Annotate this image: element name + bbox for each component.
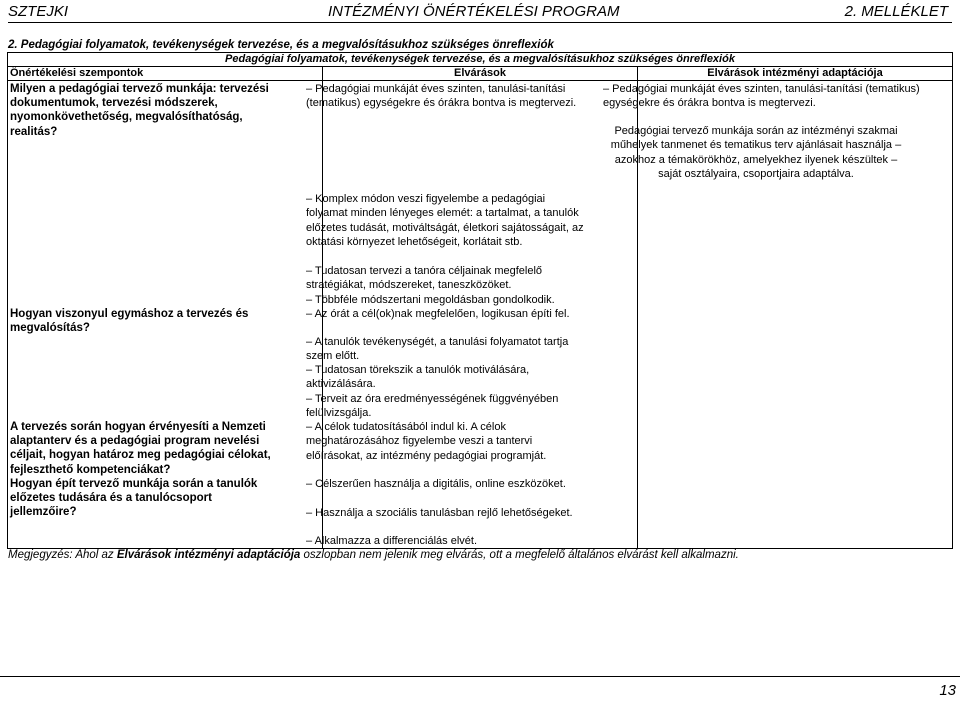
expectation-item: – Tudatosan tervezi a tanóra céljainak megfelelő stratégiákat, módszereket, taneszközöket.	[306, 265, 543, 292]
question-planning-vs-realization: Hogyan viszonyul egymáshoz a tervezés és megvalósítás?	[10, 308, 249, 335]
table-title: Pedagógiai folyamatok, tevékenységek tervezése, és a megvalósításukhoz szükséges önreflexiók	[8, 53, 953, 67]
expectation-item: – A célok tudatosításából indul ki. A célok meghatározásához figyelembe veszi a tantervi előírásokat, az intézmény pedagógiai programját.	[306, 421, 547, 462]
header-center: INTÉZMÉNYI ÖNÉRTÉKELÉSI PROGRAM	[328, 3, 620, 20]
header-expectations: Elvárások	[323, 67, 638, 81]
question-planning-work: Milyen a pedagógiai tervező munkája: tervezési dokumentumok, tervezési módszerek, nyomonkövethetőség, megvalósíthatóság, realitás?	[10, 83, 269, 138]
section-title: 2. Pedagógiai folyamatok, tevékenységek tervezése, és a megvalósításukhoz szükséges önreflexiók	[8, 39, 554, 51]
page-header	[8, 2, 952, 23]
expectation-item: – Pedagógiai munkáját éves szinten, tanulási-tanítási (tematikus) egységekre és órákra bontva is megtervezi.	[306, 83, 577, 110]
expectation-item: – Többféle módszertani megoldásban gondolkodik.	[306, 294, 555, 306]
expectation-item: – Tudatosan törekszik a tanulók motiválására, aktivizálására.	[306, 364, 530, 391]
expectation-item: – Az órát a cél(ok)nak megfelelően, logikusan építi fel.	[306, 308, 570, 320]
header-criteria: Önértékelési szempontok	[8, 67, 323, 81]
page-number: 13	[939, 682, 956, 699]
question-prior-knowledge: Hogyan épít tervező munkája során a tanulók előzetes tudására és a tanulócsoport jellemzőire?	[10, 478, 258, 519]
expectation-item: – Használja a szociális tanulásban rejlő lehetőségeket.	[306, 507, 573, 519]
page-footer-rule	[0, 676, 960, 701]
header-adaptation: Elvárások intézményi adaptációja	[638, 67, 953, 81]
header-right: 2. MELLÉKLET	[844, 3, 948, 20]
header-left: SZTEJKI	[8, 3, 69, 20]
question-nat-goals: A tervezés során hogyan érvényesíti a Nemzeti alaptanterv és a pedagógiai program nevelési céljait, hogyan határoz meg pedagógiai célokat, fejleszthető kompetenciákat?	[10, 421, 271, 476]
footnote-bold: Elvárások intézményi adaptációja	[116, 549, 301, 561]
adaptation-item: Pedagógiai tervező munkája során az intézményi szakmai műhelyek tanmenet és tematikus terv ajánlásait használja – azokhoz a témakörökhöz, amelyekhez ilyenek készültek – saját osztályaira, csoportjaira adaptálva.	[610, 125, 902, 181]
expectation-item: – Terveit az óra eredményességének függvényében felülvizsgálja.	[306, 393, 559, 420]
footnote-prefix: Megjegyzés: Ahol az	[8, 549, 117, 561]
expectation-item: – Célszerűen használja a digitális, online eszközöket.	[306, 478, 566, 490]
expectation-item: – Alkalmazza a differenciálás elvét.	[306, 535, 477, 547]
expectation-item: – Komplex módon veszi figyelembe a pedagógiai folyamat minden lényeges elemét: a tartalmat, a tanulók előzetes tudását, motiváltságát, életkori sajátosságait, az oktatási környezet lehetőségeit, korlátait stb.	[306, 193, 584, 249]
footnote	[8, 549, 739, 561]
adaptation-item: – Pedagógiai munkáját éves szinten, tanulási-tanítási (tematikus) egységekre és órákra bontva is megtervezi.	[603, 83, 920, 110]
expectation-item: – A tanulók tevékenységét, a tanulási folyamatot tartja szem előtt.	[306, 336, 569, 363]
footnote-suffix: oszlopban nem jelenik meg elvárás, ott a megfelelő általános elvárást kell alkalmazni.	[300, 549, 739, 561]
